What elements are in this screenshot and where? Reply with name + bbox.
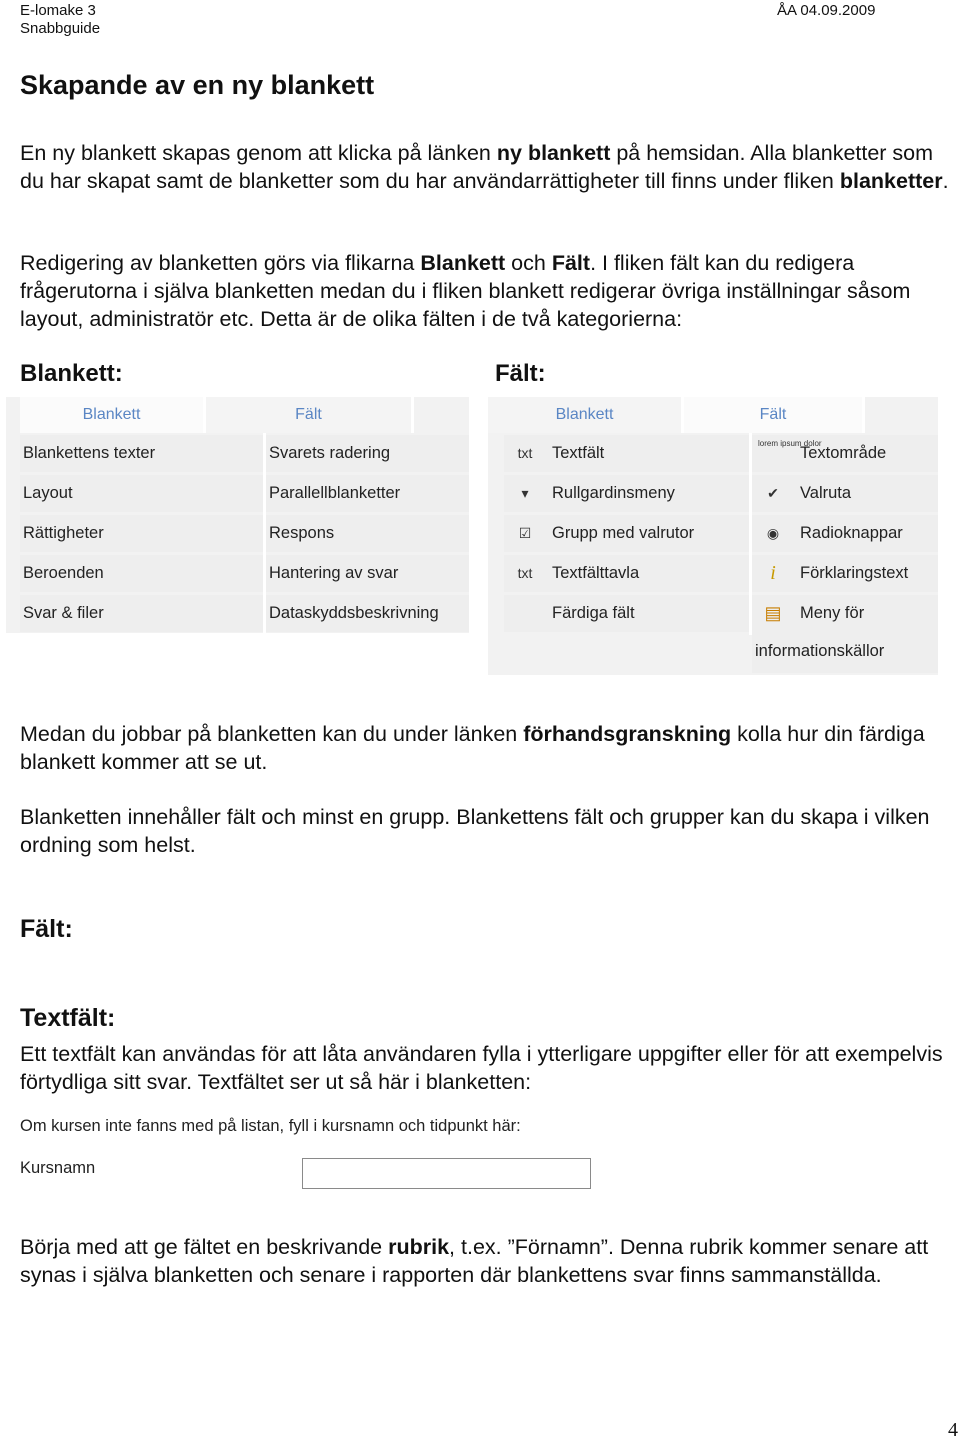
blankett-item-svar-filer[interactable]: Svar & filer (20, 595, 263, 632)
mid-paragraph-2: Blanketten innehåller fält och minst en grupp. Blankettens fält och grupper kan du skapa i vilken ordning som helst. (20, 805, 930, 857)
doc-name: E-lomake 3 (20, 2, 96, 19)
falt-item-forklaringstext[interactable]: i Förklaringstext (752, 555, 938, 592)
falt-label: Fält: (495, 360, 546, 387)
blankett-label: Blankett: (20, 360, 123, 387)
blankett-item-beroenden[interactable]: Beroenden (20, 555, 263, 592)
textfalt-paragraph: Ett textfält kan användas för att låta användaren fylla i ytterligare uppgifter eller för att exempelvis förtydliga sitt svar. Textfältet ser ut så här i blanketten: (20, 1042, 943, 1094)
falt-panel (488, 397, 938, 675)
tab-blankett[interactable]: Blankett (20, 397, 203, 433)
falt-item-textfalttavla[interactable]: txt Textfälttavla (504, 555, 749, 592)
falt-item-radioknappar[interactable]: ◉ Radioknappar (752, 515, 938, 552)
falt-item-rullgardinsmeny[interactable]: ▾ Rullgardinsmeny (504, 475, 749, 512)
rubrik-paragraph: Börja med att ge fältet en beskrivande rubrik, t.ex. ”Förnamn”. Denna rubrik kommer senare att synas i själva blanketten och senare i rapporten där blankettens svar finns sammanställda. (20, 1235, 929, 1287)
falt-panel-tabbar (488, 397, 938, 433)
txt-icon: txt (517, 445, 533, 461)
tab-blankett-2[interactable]: Blankett (488, 397, 681, 433)
section-falt-heading: Fält: (20, 915, 73, 943)
txt-icon: txt (517, 565, 533, 581)
tab-falt-2[interactable]: Fält (684, 397, 862, 433)
page-number: 4 (948, 1419, 958, 1441)
tab-falt[interactable]: Fält (206, 397, 411, 433)
lorem-ipsum-icon: lorem ipsum dolor (758, 439, 822, 448)
falt-item-fardiga-falt[interactable]: Färdiga fält (504, 595, 749, 632)
doc-date: ÅA 04.09.2009 (777, 2, 876, 19)
intro-paragraph-1: En ny blankett skapas genom att klicka på länken ny blankett på hemsidan. Alla blanketter som du har skapat samt de blanketter som du har användarrättigheter till finns under fliken blanketter. (20, 141, 949, 193)
blankett-item-layout[interactable]: Layout (20, 475, 263, 512)
checkmark-icon: ✔ (767, 485, 779, 501)
page-title: Skapande av en ny blankett (20, 70, 375, 100)
sample-question: Om kursen inte fanns med på listan, fyll i kursnamn och tidpunkt här: (20, 1117, 521, 1135)
blankett-item-respons[interactable]: Respons (266, 515, 469, 552)
falt-item-grupp-valrutor[interactable]: ☑ Grupp med valrutor (504, 515, 749, 552)
intro-paragraph-2: Redigering av blanketten görs via flikarna Blankett och Fält. I fliken fält kan du redigera frågerutorna i själva blanketten medan du i fliken blankett redigerar övriga inställningar såsom layout, administratör etc. Detta är de olika fälten i de två kategorierna: (20, 251, 911, 331)
falt-item-meny-for-informationskallor[interactable]: ▤ Meny för informationskällor (752, 595, 938, 673)
sample-label: Kursnamn (20, 1159, 96, 1177)
falt-item-textfalt[interactable]: txt Textfält (504, 435, 749, 472)
blankett-item-rattigheter[interactable]: Rättigheter (20, 515, 263, 552)
blankett-item-hantering[interactable]: Hantering av svar (266, 555, 469, 592)
mid-paragraph-1: Medan du jobbar på blanketten kan du under länken förhandsgranskning kolla hur din färdiga blankett kommer att se ut. (20, 722, 925, 774)
blankett-item-texter[interactable]: Blankettens texter (20, 435, 263, 472)
menu-icon: ▤ (764, 603, 782, 623)
blankett-item-dataskydd[interactable]: Dataskyddsbeskrivning (266, 595, 469, 632)
blankett-item-radering[interactable]: Svarets radering (266, 435, 469, 472)
blankett-item-parallell[interactable]: Parallellblanketter (266, 475, 469, 512)
kursnamn-input[interactable] (302, 1158, 591, 1189)
dropdown-icon: ▾ (521, 485, 529, 501)
falt-item-textomrade[interactable]: lorem ipsum dolor Textområde (752, 435, 938, 472)
checkbox-group-icon: ☑ (518, 525, 532, 541)
section-textfalt-heading: Textfält: (20, 1004, 116, 1032)
blankett-panel-tabbar (6, 397, 469, 433)
doc-subtitle: Snabbguide (20, 20, 101, 37)
info-icon: i (770, 562, 776, 584)
radio-icon: ◉ (766, 525, 780, 541)
falt-item-valruta[interactable]: ✔ Valruta (752, 475, 938, 512)
blankett-panel (6, 397, 469, 633)
